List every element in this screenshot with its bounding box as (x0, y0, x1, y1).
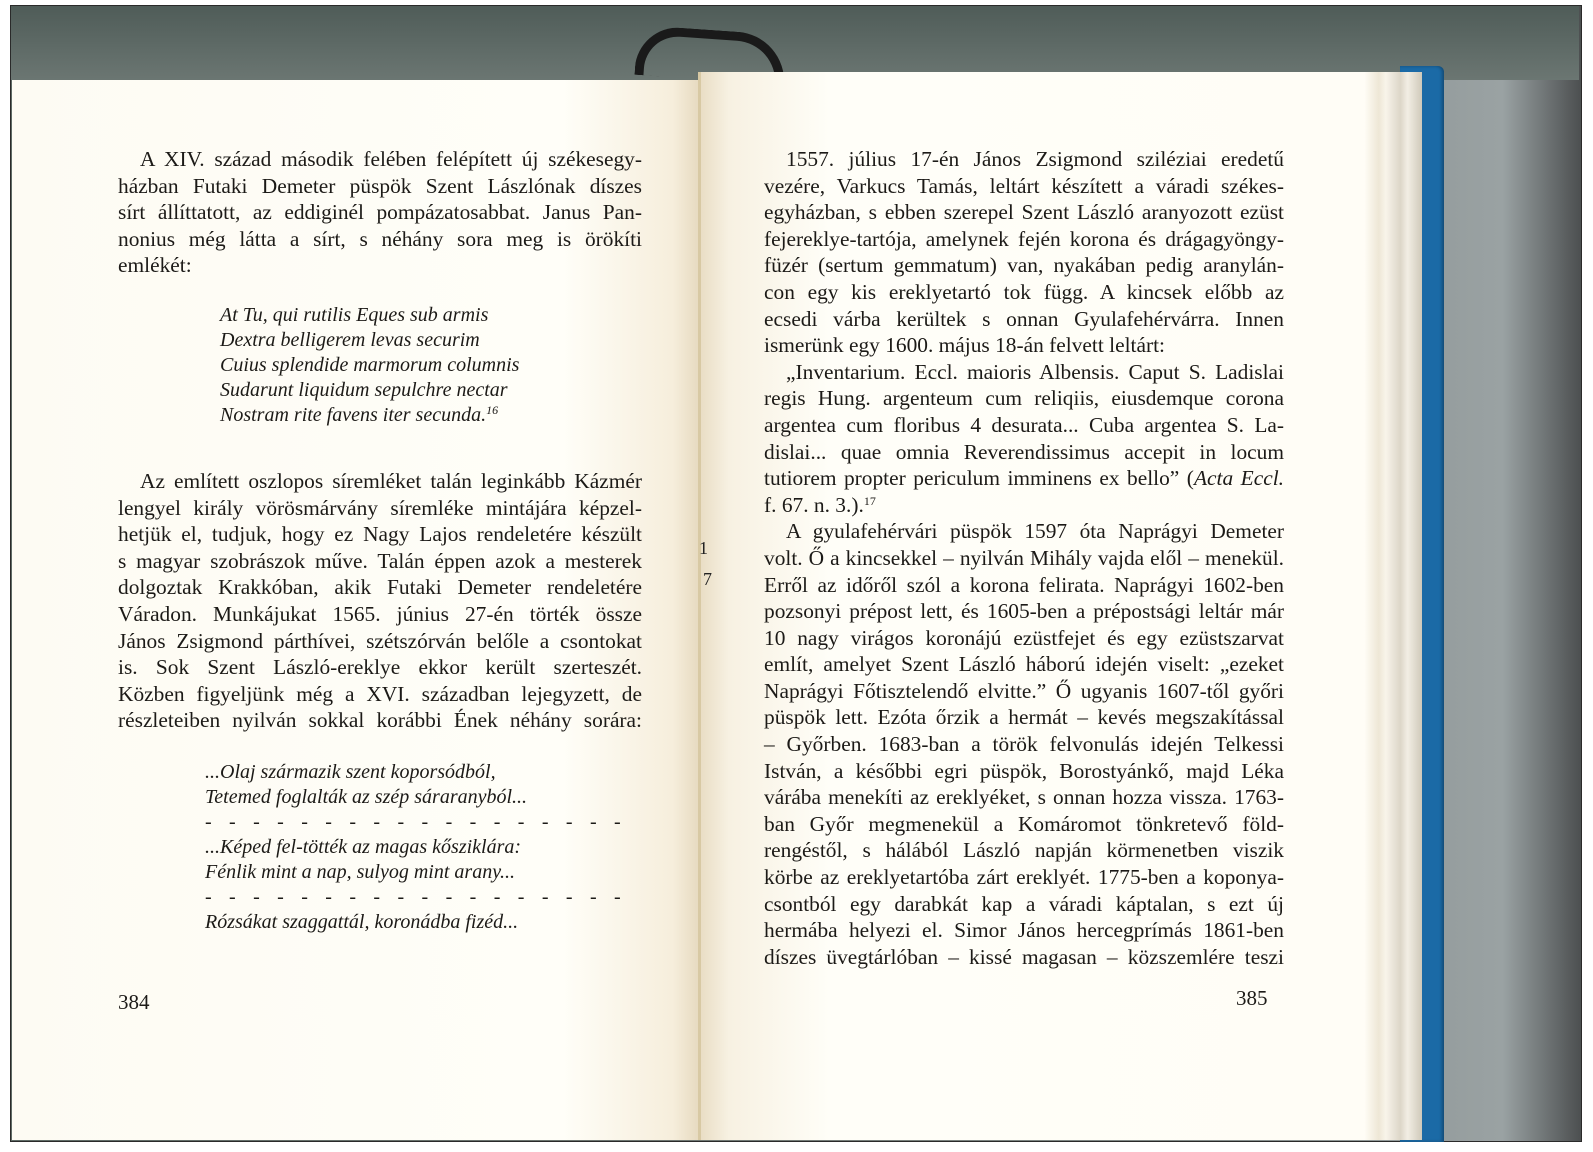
text-line: körbe az ereklyetartóba zárt ereklyét. 1775-ben a koponya- (764, 865, 1284, 890)
gutter-mark: 7 (703, 569, 712, 589)
verse-line: Dextra belligerem levas securim (220, 329, 480, 351)
text-line: Erről az időről szól a korona felirata. Naprágyi 1602-ben (764, 572, 1284, 597)
text-line: pozsonyi prépost lett, és 1605-ben a prépostsági leltár már (764, 599, 1284, 624)
verse-line: Cuius splendide marmorum columnis (220, 354, 520, 376)
text-line: vezére, Varkucs Tamás, leltárt készített a váradi székes- (764, 173, 1284, 198)
text-line: ismerünk egy 1600. május 18-án felvett leltárt: (764, 333, 1165, 358)
text-line: ecsedi várba kerültek s onnan Gyulafehérvárra. Innen (764, 306, 1284, 331)
text-line: várába menekíti az ereklyéket, s onnan hozza vissza. 1763- (764, 785, 1284, 810)
text-line: A XIV. század második felében felépített új székesegy- (140, 147, 642, 171)
text-line: említ, amelyet Szent László háború idején viselt: „ezeket (764, 652, 1284, 677)
left-page-paragraph-1 (118, 146, 642, 279)
text-line: emlékét: (118, 253, 192, 278)
text-line: 10 nagy virágos koronájú ezüstfejet és egy ezüstszarvat (764, 625, 1284, 650)
verse-separator: - - - - - - - - - - - - - - - - - - (205, 811, 627, 833)
text-line: füzér (sertum gemmatum) van, nyakában pedig aranylán- (764, 253, 1284, 278)
text-line: Az említett oszlopos síremléket talán leginkább Kázmér (140, 469, 642, 493)
verse-line (220, 403, 519, 428)
text-line: s magyar szobrászok műve. Talán éppen azok a mesterek (118, 548, 642, 573)
text-line: püspök lett. Ezóta őrzik a hermát – kevés megszakítással (764, 705, 1284, 730)
text-line: 1557. július 17-én János Zsigmond sziléziai eredetű (786, 147, 1284, 171)
text-line: A gyulafehérvári püspök 1597 óta Naprágyi Demeter (786, 519, 1284, 544)
text-line: házban Futaki Demeter püspök Szent Lászlónak díszes (118, 173, 642, 198)
text-line: Váradon. Munkájukat 1565. június 27-én törték össze (118, 601, 642, 626)
text-line: hetjük el, tudjuk, hogy ez Nagy Lajos rendeletére készült (118, 522, 642, 547)
text-segment: f. 67. n. 3.). (764, 492, 864, 517)
text-line: lengyel király vörösmárvány síremléke mintájára képzel- (118, 495, 642, 520)
text-line: díszes üvegtárlóban – kissé magasan – közszemlére teszi (764, 944, 1284, 969)
verse-separator: - - - - - - - - - - - - - - - - - - (205, 886, 627, 908)
verse-line: At Tu, qui rutilis Eques sub armis (220, 304, 489, 326)
text-line: regis Hung. argenteum cum reliqiis, eiusdemque corona (764, 386, 1284, 411)
page-number-right: 385 (1236, 986, 1268, 1010)
verse-line: Fénlik mint a nap, sulyog mint arany... (205, 861, 515, 883)
text-segment: tutiorem propter periculum imminens ex bello” ( (764, 466, 1194, 491)
text-line: részleteiben nyilván sokkal korábbi Ének néhány sorára: (118, 708, 642, 733)
text-line: nonius még látta a sírt, s néhány sora meg is örökíti (118, 226, 642, 251)
text-line (764, 465, 1284, 492)
text-line: dislai... quae omnia Reverendissimus accepit in locum (764, 439, 1284, 464)
text-line: con egy kis ereklyetartó tok függ. A kincsek előbb az (764, 279, 1284, 304)
text-line: Naprágyi Főtisztelendő elvitte.” Ő ugyanis 1607-től győri (764, 678, 1284, 703)
footnote-ref: 17 (863, 493, 876, 508)
text-line: István, a későbbi egri püspök, Borostyánkő, majd Léka (764, 758, 1284, 783)
text-line: János Zsigmond párthívei, szétszórván belőle a csontokat (118, 628, 642, 653)
gutter-mark: 1 (699, 538, 708, 558)
text-line: dolgoztak Krakkóban, akik Futaki Demeter rendeletére (118, 575, 642, 600)
verse-line: ...Olaj származik szent koporsódból, (205, 761, 496, 783)
text-line: Közben figyeljünk még a XVI. században lejegyzett, de (118, 681, 642, 706)
text-line: csontból egy darabkát kap a váradi káptalan, s ezt új (764, 891, 1284, 916)
text-line: rengéstől, s hálából László napján körmenetben viszik (764, 838, 1284, 863)
footnote-ref: 16 (486, 403, 499, 417)
verse-line: Tetemed foglalták az szép sáraranyból... (205, 786, 528, 808)
text-line: volt. Ő a kincsekkel – nyilván Mihály vajda elől – menekül. (764, 545, 1284, 570)
text-line: is. Sok Szent László-ereklye ekkor került szerteszét. (118, 655, 642, 680)
verse-line: Sudarunt liquidum sepulchre nectar (220, 379, 508, 401)
text-line: – Győrben. 1683-ban a török felvonulás idején Telkessi (764, 732, 1284, 757)
left-page-paragraph-2 (118, 468, 642, 734)
text-line: „Inventarium. Eccl. maioris Albensis. Caput S. Ladislai (786, 359, 1284, 384)
latin-verse (220, 303, 519, 428)
scanner-top-strip (11, 6, 1579, 80)
text-line: fejereklye-tartója, amelynek fején korona és drágagyöngy- (764, 226, 1284, 251)
verse-line: ...Képed fel-tötték az magas kősziklára: (205, 836, 522, 858)
verse-line: Rózsákat szaggattál, koronádba fizéd... (205, 911, 519, 933)
text-line (764, 492, 1284, 519)
text-line: egyházban, s ebben szerepel Szent László aranyozott ezüst (764, 200, 1284, 225)
hungarian-verse (205, 760, 627, 935)
page-number-left: 384 (118, 990, 150, 1014)
right-page-text (764, 146, 1284, 970)
text-line: argentea cum floribus 4 desurata... Cuba argentea S. La- (764, 412, 1284, 437)
text-line: ban Győr megmenekül a Komáromot tönkretevő föld- (764, 811, 1284, 836)
citation-italic: Acta Eccl. (1193, 466, 1284, 491)
book-gutter (698, 72, 701, 1140)
text-line: sírt állíttatott, az eddiginél pompázatosabbat. Janus Pan- (118, 200, 642, 225)
text-line: hermába helyezi el. Simor János hercegprímás 1861-ben (764, 918, 1284, 943)
verse-text: Nostram rite favens iter secunda. (220, 404, 487, 426)
